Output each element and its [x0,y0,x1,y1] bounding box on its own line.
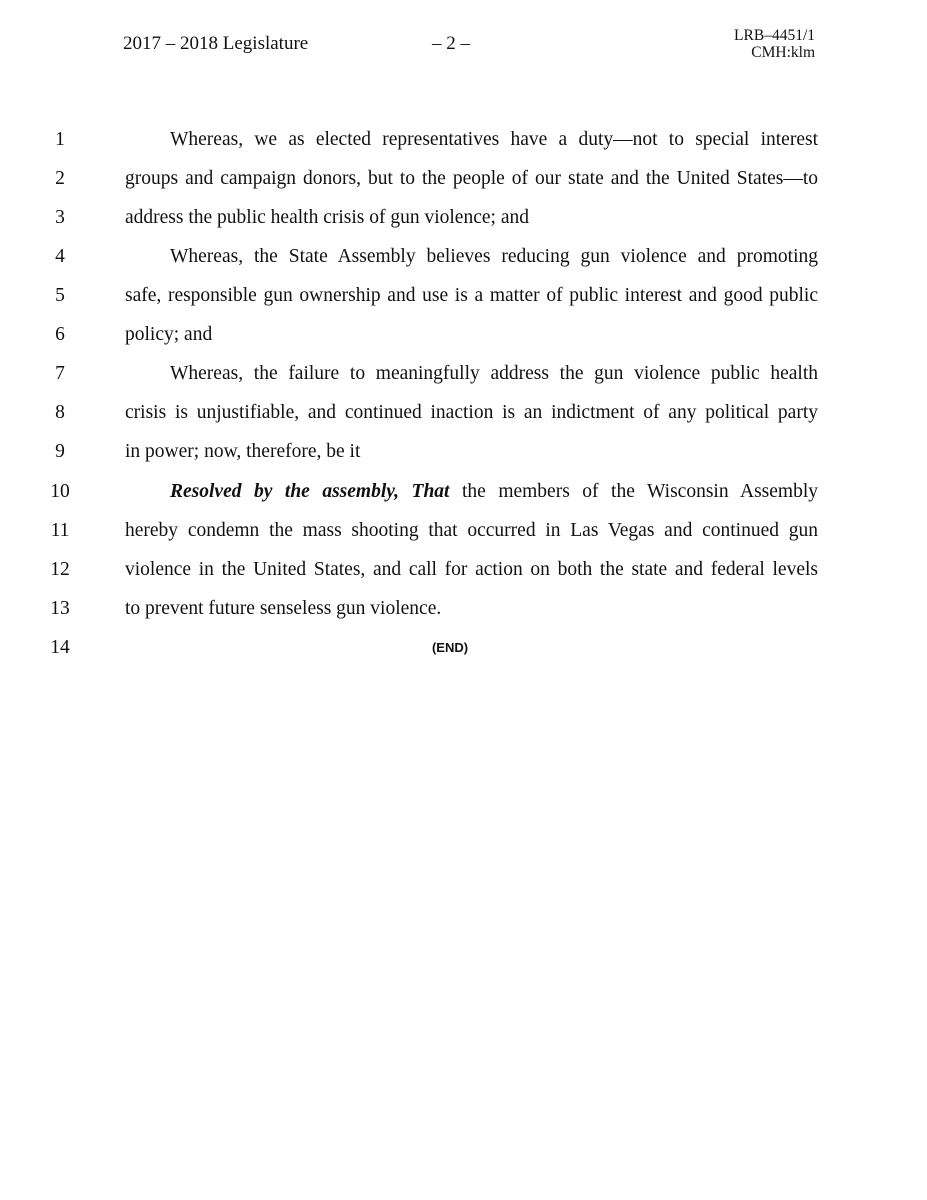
line-text: Whereas, we as elected representatives have a duty—not to special interest [170,129,818,150]
text-line-1 [0,120,927,159]
resolved-clause: Resolved by the assembly, That [170,481,450,502]
line-text: policy; and [125,324,213,345]
line-text: address the public health crisis of gun violence; and [125,207,529,228]
text-line-13 [0,589,927,628]
line-number: 3 [55,207,65,228]
line-number: 14 [50,637,70,658]
line-text: Whereas, the failure to meaningfully address the gun violence public health [170,363,818,384]
drafter-initials: CMH:klm [751,44,815,61]
line-number: 7 [55,363,65,384]
text-line-3 [0,198,927,237]
text-line-2 [0,159,927,198]
text-line-10 [0,472,927,511]
line-text: hereby condemn the mass shooting that occurred in Las Vegas and continued gun [125,520,818,541]
line-text: groups and campaign donors, but to the people of our state and the United States—to [125,168,818,189]
resolved-text: the members of the Wisconsin Assembly [449,481,819,502]
text-line-7 [0,354,927,393]
line-number: 13 [50,598,70,619]
line-number: 1 [55,129,65,150]
line-text: Whereas, the State Assembly believes reducing gun violence and promoting [170,246,818,267]
line-number: 10 [50,481,70,502]
line-number: 12 [50,559,70,580]
lrb-number: LRB–4451/1 [734,27,815,44]
text-line-4 [0,237,927,276]
line-text: violence in the United States, and call for action on both the state and federal levels [125,559,818,580]
page-number: – 2 – [432,33,470,54]
text-line-9 [0,432,927,471]
text-line-14 [0,628,927,667]
line-number: 9 [55,441,65,462]
line-text [170,472,818,511]
line-number: 2 [55,168,65,189]
text-line-8 [0,393,927,432]
line-text: to prevent future senseless gun violence. [125,598,442,619]
drafter-code [734,27,815,61]
end-marker: (END) [431,640,469,655]
line-number: 6 [55,324,65,345]
line-number: 11 [50,520,70,541]
line-text: in power; now, therefore, be it [125,441,361,462]
text-line-11 [0,511,927,550]
session-header: 2017 – 2018 Legislature [123,33,309,54]
text-line-6 [0,315,927,354]
line-text: crisis is unjustifiable, and continued inaction is an indictment of any political party [125,402,818,423]
text-line-5 [0,276,927,315]
line-number: 5 [55,285,65,306]
text-line-12 [0,550,927,589]
line-text: safe, responsible gun ownership and use is a matter of public interest and good public [125,285,818,306]
line-number: 4 [55,246,65,267]
line-number: 8 [55,402,65,423]
